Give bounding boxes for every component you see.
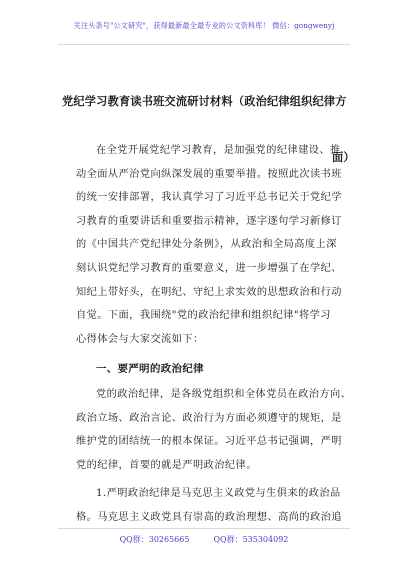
text-line: 的《中国共产党纪律处分条例》，从政治和全局高度上深 — [76, 239, 337, 251]
text-line: 知纪上带好头，在明纪、守纪上求实效的思想政治和行动 — [76, 286, 342, 298]
qq-group-2: QQ群：535304092 — [213, 535, 289, 544]
title-line-1: 党纪学习教育读书班交流研讨材料（政治纪律组织纪律方 — [62, 94, 347, 108]
title-line-2: 面） — [332, 150, 355, 164]
intro-paragraph — [76, 139, 344, 351]
text-line: 自觉。下面，我围绕"党的政治纪律和组织纪律"将学习 — [76, 310, 331, 322]
text-line: 刻认识党纪学习教育的重要意义，进一步增强了在学纪、 — [76, 262, 342, 274]
section-paragraph — [76, 383, 352, 477]
text-line: 动全面从严治党向纵深发展的重要举措。按照此次读书班 — [76, 168, 342, 180]
text-line: 1.严明政治纪律是马克思主义政党与生俱来的政治品 — [96, 488, 341, 499]
footer-divider — [58, 528, 350, 529]
section-subparagraph — [76, 482, 344, 529]
text-line: 习教育的重要讲话和重要指示精神，逐字逐句学习新修订 — [76, 215, 342, 227]
header-promo-note: 关注头条号"公文研究"，获得最新最全最专业的公文资料库！ 微信：gongwenyj — [73, 21, 335, 30]
footer-contact — [0, 534, 408, 545]
header-divider — [58, 44, 350, 45]
text-line: 党的政治纪律，是各级党组织和全体党员在政治方向、 — [96, 389, 352, 400]
text-line: 党的纪律，首要的就是严明政治纪律。 — [76, 459, 257, 471]
text-line: 心得体会与大家交流如下： — [76, 333, 204, 345]
text-line: 的统一安排部署，我认真学习了习近平总书记关于党纪学 — [76, 192, 342, 204]
text-line: 政治立场、政治言论、政治行为方面必须遵守的规矩，是 — [76, 412, 342, 424]
text-line: 格。马克思主义政党具有崇高的政治理想、高尚的政治追 — [76, 511, 342, 523]
qq-group-1: QQ群：30265665 — [119, 535, 190, 544]
text-line: 维护党的团结统一的根本保证。习近平总书记强调，严明 — [76, 436, 342, 448]
section-heading: 一、要严明的政治纪律 — [96, 363, 204, 375]
text-line: 在全党开展党纪学习教育，是加强党的纪律建设、推 — [96, 145, 341, 156]
